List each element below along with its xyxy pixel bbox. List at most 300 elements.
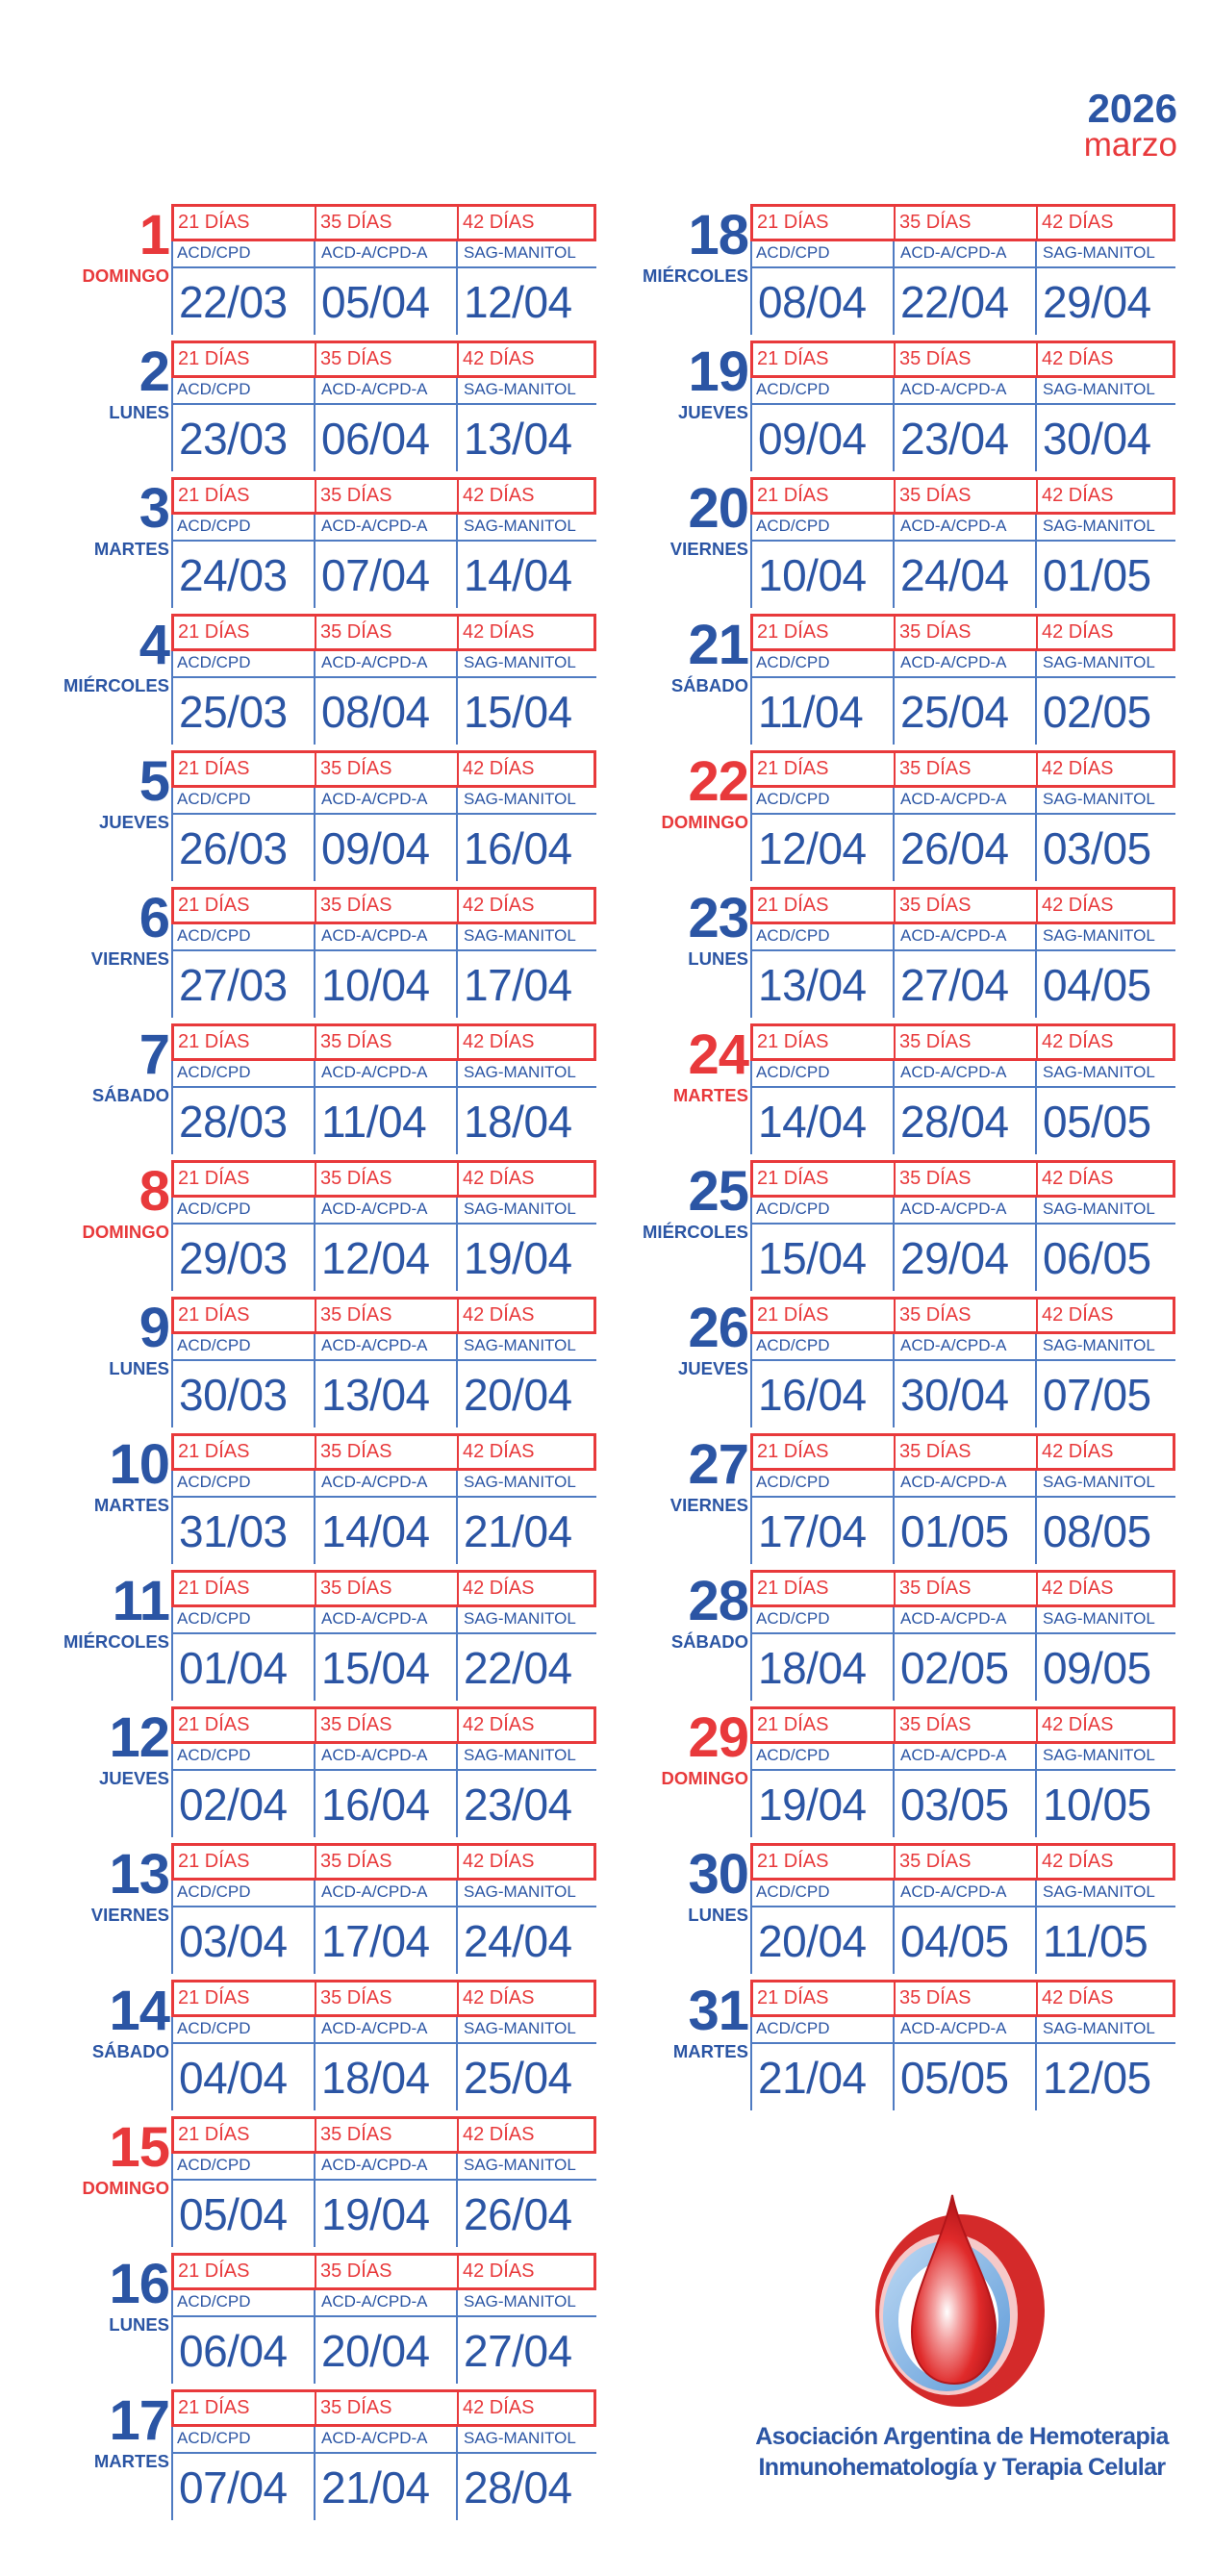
day-number: 9: [139, 1297, 169, 1359]
expiry-dates-block: [171, 2154, 596, 2247]
day-name: MIÉRCOLES: [63, 675, 169, 695]
solution-label: SAG-MANITOL: [464, 1882, 576, 1901]
storage-period-label: 21 DÍAS: [753, 753, 896, 785]
storage-period-label: 35 DÍAS: [316, 2256, 459, 2287]
day-name: DOMINGO: [661, 1768, 748, 1788]
solution-label: ACD/CPD: [177, 1473, 251, 1491]
storage-period-label: 42 DÍAS: [1042, 1578, 1114, 1599]
day-entry: [27, 614, 594, 745]
expiry-dates-block: [750, 378, 1175, 471]
day-entry: [606, 1980, 1174, 2110]
day-name: VIERNES: [669, 539, 748, 559]
storage-period-label: 42 DÍAS: [1042, 1441, 1114, 1462]
column-divider: [1035, 1061, 1037, 1154]
day-number: 6: [139, 887, 169, 949]
storage-period-row: [171, 1433, 596, 1471]
column-divider: [456, 515, 458, 608]
column-divider: [314, 1607, 316, 1701]
column-divider: [750, 2017, 752, 2110]
expiry-dates-block: [750, 788, 1175, 881]
expiry-date: 15/04: [464, 687, 572, 737]
solution-label: ACD-A/CPD-A: [321, 1746, 428, 1764]
expiry-dates-block: [750, 1061, 1175, 1154]
year-label: 2026: [1087, 86, 1177, 131]
expiry-grid: [171, 2116, 596, 2247]
solution-label: SAG-MANITOL: [464, 1609, 576, 1628]
row-divider: [171, 949, 596, 951]
storage-period-label: 21 DÍAS: [174, 207, 316, 239]
solution-label: SAG-MANITOL: [1043, 2019, 1155, 2037]
row-divider: [750, 1223, 1175, 1225]
blood-drop-icon: [789, 2184, 1135, 2414]
solution-label: SAG-MANITOL: [1043, 1746, 1155, 1764]
solution-label: ACD/CPD: [177, 1200, 251, 1218]
day-label: [606, 1433, 748, 1516]
solution-label: ACD/CPD: [756, 2019, 830, 2037]
storage-period-row: [750, 1297, 1175, 1334]
expiry-date: 12/04: [758, 823, 867, 873]
day-name: MIÉRCOLES: [643, 1222, 748, 1242]
storage-period-label: 35 DÍAS: [896, 1709, 1038, 1741]
solution-label: ACD/CPD: [177, 2292, 251, 2311]
solution-label: ACD-A/CPD-A: [321, 1200, 428, 1218]
solution-label: ACD/CPD: [177, 1609, 251, 1628]
expiry-date: 22/04: [464, 1643, 572, 1693]
row-divider: [750, 2042, 1175, 2044]
storage-period-label: 35 DÍAS: [316, 1709, 459, 1741]
solution-label: ACD-A/CPD-A: [321, 1609, 428, 1628]
solution-label: ACD-A/CPD-A: [321, 517, 428, 535]
expiry-date: 13/04: [321, 1370, 430, 1420]
row-divider: [750, 1632, 1175, 1634]
storage-period-label: 35 DÍAS: [896, 1846, 1038, 1878]
organization-logo: [750, 2184, 1174, 2530]
expiry-date: 16/04: [321, 1780, 430, 1830]
expiry-dates-block: [171, 651, 596, 745]
row-divider: [171, 2179, 596, 2181]
day-number: 15: [109, 2116, 169, 2179]
column-divider: [171, 924, 173, 1018]
day-number: 25: [688, 1160, 748, 1223]
expiry-date: 23/03: [179, 414, 288, 464]
day-name: SÁBADO: [670, 675, 748, 695]
day-name: SÁBADO: [91, 2041, 169, 2061]
storage-period-row: [750, 1570, 1175, 1607]
day-name: MIÉRCOLES: [643, 265, 748, 286]
day-entry: [606, 1160, 1174, 1291]
expiry-dates-block: [750, 2017, 1175, 2110]
solution-label: SAG-MANITOL: [1043, 790, 1155, 808]
storage-period-label: 35 DÍAS: [896, 1163, 1038, 1195]
storage-period-label: 21 DÍAS: [753, 1846, 896, 1878]
expiry-date: 01/05: [900, 1506, 1009, 1556]
column-divider: [171, 2017, 173, 2110]
storage-period-label: 21 DÍAS: [753, 207, 896, 239]
storage-period-row: [171, 1706, 596, 1744]
expiry-dates-block: [171, 2017, 596, 2110]
storage-period-label: 35 DÍAS: [896, 617, 1038, 648]
storage-period-label: 42 DÍAS: [463, 485, 535, 506]
day-number: 17: [109, 2389, 169, 2452]
day-number: 5: [139, 750, 169, 813]
row-divider: [171, 403, 596, 405]
expiry-date: 12/05: [1043, 2053, 1151, 2103]
column-divider: [314, 1881, 316, 1974]
column-divider: [314, 651, 316, 745]
expiry-date: 03/05: [900, 1780, 1009, 1830]
expiry-dates-block: [171, 241, 596, 335]
column-divider: [314, 2154, 316, 2247]
storage-period-row: [750, 1433, 1175, 1471]
day-name: DOMINGO: [82, 1222, 169, 1242]
day-number: 4: [139, 614, 169, 676]
day-name: MARTES: [672, 1085, 748, 1105]
storage-period-row: [750, 1160, 1175, 1198]
day-name: MIÉRCOLES: [63, 1631, 169, 1652]
day-number: 8: [139, 1160, 169, 1223]
solution-label: ACD/CPD: [756, 1473, 830, 1491]
solution-label: SAG-MANITOL: [1043, 926, 1155, 945]
day-name: DOMINGO: [661, 812, 748, 832]
day-label: [27, 2253, 169, 2336]
storage-period-row: [750, 614, 1175, 651]
expiry-date: 29/04: [1043, 277, 1151, 327]
expiry-date: 12/04: [321, 1233, 430, 1283]
solution-label: SAG-MANITOL: [464, 1336, 576, 1354]
column-divider: [893, 1881, 895, 1974]
storage-period-label: 21 DÍAS: [753, 617, 896, 648]
expiry-date: 11/04: [321, 1097, 427, 1147]
solution-label: ACD/CPD: [756, 1609, 830, 1628]
expiry-date: 15/04: [321, 1643, 430, 1693]
expiry-date: 01/05: [1043, 550, 1151, 600]
storage-period-label: 21 DÍAS: [753, 480, 896, 512]
expiry-grid: [750, 1570, 1175, 1701]
day-entry: [606, 1706, 1174, 1837]
solution-label: ACD-A/CPD-A: [900, 1746, 1007, 1764]
day-number: 23: [688, 887, 748, 949]
storage-period-label: 21 DÍAS: [753, 1436, 896, 1468]
day-label: [27, 1843, 169, 1926]
day-entry: [27, 1023, 594, 1154]
row-divider: [750, 403, 1175, 405]
day-number: 14: [109, 1980, 169, 2042]
solution-label: ACD/CPD: [756, 926, 830, 945]
storage-period-label: 42 DÍAS: [463, 212, 535, 233]
column-divider: [171, 1607, 173, 1701]
storage-period-label: 21 DÍAS: [174, 1709, 316, 1741]
expiry-grid: [171, 204, 596, 335]
expiry-grid: [171, 1023, 596, 1154]
solution-label: ACD-A/CPD-A: [321, 790, 428, 808]
column-divider: [456, 1198, 458, 1291]
storage-period-label: 42 DÍAS: [463, 348, 535, 369]
storage-period-row: [171, 1570, 596, 1607]
storage-period-row: [171, 887, 596, 924]
column-divider: [456, 1061, 458, 1154]
day-entry: [606, 477, 1174, 608]
storage-period-label: 35 DÍAS: [316, 2119, 459, 2151]
solution-label: ACD/CPD: [177, 790, 251, 808]
storage-period-row: [171, 750, 596, 788]
solution-label: ACD/CPD: [756, 1746, 830, 1764]
expiry-dates-block: [171, 2427, 596, 2520]
solution-label: SAG-MANITOL: [464, 517, 576, 535]
column-divider: [456, 378, 458, 471]
column-divider: [314, 2290, 316, 2384]
day-entry: [606, 1297, 1174, 1427]
solution-label: ACD-A/CPD-A: [321, 2156, 428, 2174]
storage-period-label: 21 DÍAS: [753, 1026, 896, 1058]
solution-label: ACD/CPD: [177, 1746, 251, 1764]
day-name: VIERNES: [90, 1905, 169, 1925]
storage-period-label: 21 DÍAS: [753, 1163, 896, 1195]
solution-label: ACD/CPD: [177, 926, 251, 945]
solution-label: ACD/CPD: [756, 1063, 830, 1081]
storage-period-row: [171, 2253, 596, 2290]
column-divider: [1035, 651, 1037, 745]
column-divider: [171, 515, 173, 608]
row-divider: [171, 1906, 596, 1907]
column-divider: [171, 1334, 173, 1427]
expiry-date: 20/04: [758, 1916, 867, 1966]
row-divider: [171, 1223, 596, 1225]
column-divider: [171, 1198, 173, 1291]
day-number: 27: [688, 1433, 748, 1496]
expiry-date: 31/03: [179, 1506, 288, 1556]
row-divider: [171, 2315, 596, 2317]
storage-period-label: 21 DÍAS: [174, 1573, 316, 1604]
storage-period-label: 21 DÍAS: [174, 1983, 316, 2014]
solution-label: SAG-MANITOL: [464, 2292, 576, 2311]
expiry-dates-block: [750, 924, 1175, 1018]
column-divider: [314, 1471, 316, 1564]
expiry-date: 30/03: [179, 1370, 288, 1420]
solution-label: ACD-A/CPD-A: [321, 2429, 428, 2447]
expiry-grid: [171, 1706, 596, 1837]
column-divider: [1035, 1744, 1037, 1837]
day-number: 22: [688, 750, 748, 813]
expiry-grid: [750, 1980, 1175, 2110]
storage-period-label: 42 DÍAS: [463, 758, 535, 779]
expiry-dates-block: [750, 1334, 1175, 1427]
row-divider: [171, 1086, 596, 1088]
expiry-date: 12/04: [464, 277, 572, 327]
storage-period-label: 35 DÍAS: [896, 1436, 1038, 1468]
storage-period-label: 35 DÍAS: [316, 890, 459, 922]
expiry-grid: [171, 1297, 596, 1427]
solution-label: SAG-MANITOL: [464, 380, 576, 398]
day-label: [606, 750, 748, 833]
solution-label: ACD-A/CPD-A: [321, 926, 428, 945]
expiry-grid: [171, 2389, 596, 2520]
column-divider: [314, 1744, 316, 1837]
day-name: LUNES: [109, 1358, 169, 1378]
solution-label: ACD/CPD: [756, 380, 830, 398]
expiry-dates-block: [171, 378, 596, 471]
expiry-dates-block: [750, 515, 1175, 608]
expiry-date: 25/03: [179, 687, 288, 737]
solution-label: ACD-A/CPD-A: [321, 2019, 428, 2037]
expiry-grid: [750, 1297, 1175, 1427]
column-divider: [750, 515, 752, 608]
expiry-grid: [171, 1980, 596, 2110]
storage-period-label: 35 DÍAS: [316, 1026, 459, 1058]
expiry-date: 30/04: [1043, 414, 1151, 464]
day-number: 7: [139, 1023, 169, 1086]
expiry-date: 30/04: [900, 1370, 1009, 1420]
storage-period-label: 42 DÍAS: [1042, 485, 1114, 506]
expiry-date: 06/04: [321, 414, 430, 464]
storage-period-row: [750, 477, 1175, 515]
solution-label: ACD/CPD: [756, 1882, 830, 1901]
column-divider: [171, 2290, 173, 2384]
day-label: [27, 204, 169, 287]
expiry-dates-block: [750, 1881, 1175, 1974]
expiry-dates-block: [171, 1061, 596, 1154]
storage-period-label: 35 DÍAS: [316, 1846, 459, 1878]
column-divider: [1035, 1471, 1037, 1564]
expiry-date: 22/03: [179, 277, 288, 327]
day-label: [606, 477, 748, 560]
day-label: [606, 1160, 748, 1243]
day-name: LUNES: [688, 1905, 748, 1925]
expiry-grid: [171, 750, 596, 881]
day-name: MARTES: [93, 539, 169, 559]
day-number: 29: [688, 1706, 748, 1769]
day-name: JUEVES: [98, 812, 169, 832]
day-number: 28: [688, 1570, 748, 1632]
solution-label: SAG-MANITOL: [1043, 243, 1155, 262]
storage-period-label: 42 DÍAS: [1042, 621, 1114, 643]
expiry-date: 02/04: [179, 1780, 288, 1830]
expiry-date: 24/04: [464, 1916, 572, 1966]
row-divider: [171, 1359, 596, 1361]
storage-period-label: 42 DÍAS: [1042, 1031, 1114, 1052]
day-label: [27, 2389, 169, 2472]
expiry-grid: [750, 1433, 1175, 1564]
storage-period-label: 21 DÍAS: [174, 1300, 316, 1331]
expiry-date: 09/04: [321, 823, 430, 873]
storage-period-row: [171, 477, 596, 515]
storage-period-label: 42 DÍAS: [463, 1987, 535, 2008]
expiry-grid: [171, 477, 596, 608]
storage-period-label: 35 DÍAS: [316, 2392, 459, 2424]
storage-period-label: 21 DÍAS: [753, 343, 896, 375]
solution-label: ACD/CPD: [177, 2019, 251, 2037]
storage-period-label: 42 DÍAS: [463, 1441, 535, 1462]
expiry-dates-block: [171, 2290, 596, 2384]
column-divider: [893, 378, 895, 471]
row-divider: [750, 1496, 1175, 1498]
expiry-dates-block: [750, 1198, 1175, 1291]
storage-period-label: 21 DÍAS: [174, 1436, 316, 1468]
storage-period-row: [171, 2116, 596, 2154]
solution-label: ACD/CPD: [177, 1336, 251, 1354]
expiry-dates-block: [171, 1607, 596, 1701]
expiry-date: 05/04: [321, 277, 430, 327]
storage-period-label: 35 DÍAS: [896, 890, 1038, 922]
solution-label: ACD-A/CPD-A: [321, 1063, 428, 1081]
column-divider: [171, 1744, 173, 1837]
storage-period-label: 21 DÍAS: [753, 890, 896, 922]
column-divider: [314, 1198, 316, 1291]
column-divider: [1035, 515, 1037, 608]
column-divider: [893, 241, 895, 335]
expiry-date: 04/05: [1043, 960, 1151, 1010]
day-name: VIERNES: [90, 948, 169, 969]
solution-label: ACD/CPD: [756, 517, 830, 535]
day-label: [27, 750, 169, 833]
column-divider: [750, 378, 752, 471]
solution-label: SAG-MANITOL: [464, 1063, 576, 1081]
expiry-date: 16/04: [758, 1370, 867, 1420]
storage-period-label: 42 DÍAS: [463, 1578, 535, 1599]
expiry-date: 19/04: [464, 1233, 572, 1283]
expiry-date: 04/04: [179, 2053, 288, 2103]
storage-period-label: 21 DÍAS: [753, 1573, 896, 1604]
row-divider: [171, 2042, 596, 2044]
expiry-date: 03/05: [1043, 823, 1151, 873]
organization-name-line-1: Asociación Argentina de Hemoterapia: [755, 2423, 1169, 2450]
day-entry: [27, 1160, 594, 1291]
expiry-date: 09/05: [1043, 1643, 1151, 1693]
day-entry: [27, 1706, 594, 1837]
day-name: LUNES: [688, 948, 748, 969]
expiry-dates-block: [171, 1198, 596, 1291]
day-number: 1: [139, 204, 169, 266]
calendar-header: [1084, 88, 1177, 162]
row-divider: [750, 1359, 1175, 1361]
column-divider: [456, 1881, 458, 1974]
column-divider: [893, 924, 895, 1018]
expiry-date: 14/04: [758, 1097, 867, 1147]
day-entry: [606, 1023, 1174, 1154]
expiry-date: 13/04: [758, 960, 867, 1010]
solution-label: ACD-A/CPD-A: [321, 1473, 428, 1491]
expiry-dates-block: [171, 1881, 596, 1974]
storage-period-row: [750, 1980, 1175, 2017]
row-divider: [171, 1632, 596, 1634]
solution-label: SAG-MANITOL: [464, 926, 576, 945]
solution-label: ACD-A/CPD-A: [321, 653, 428, 671]
column-divider: [750, 241, 752, 335]
expiry-grid: [171, 341, 596, 471]
expiry-date: 26/04: [464, 2189, 572, 2239]
storage-period-row: [750, 1706, 1175, 1744]
expiry-date: 10/04: [758, 550, 867, 600]
storage-period-row: [750, 204, 1175, 241]
day-label: [27, 1160, 169, 1243]
expiry-date: 21/04: [758, 2053, 867, 2103]
day-label: [27, 341, 169, 423]
column-divider: [314, 1061, 316, 1154]
day-entry: [606, 1843, 1174, 1974]
solution-label: ACD/CPD: [177, 1063, 251, 1081]
storage-period-label: 35 DÍAS: [896, 207, 1038, 239]
storage-period-row: [750, 887, 1175, 924]
expiry-dates-block: [171, 1334, 596, 1427]
solution-label: SAG-MANITOL: [1043, 517, 1155, 535]
storage-period-label: 35 DÍAS: [316, 343, 459, 375]
storage-period-row: [171, 1023, 596, 1061]
solution-label: ACD-A/CPD-A: [321, 1336, 428, 1354]
expiry-date: 07/04: [179, 2462, 288, 2513]
expiry-date: 23/04: [464, 1780, 572, 1830]
day-entry: [27, 750, 594, 881]
day-label: [606, 1706, 748, 1789]
column-divider: [171, 1061, 173, 1154]
